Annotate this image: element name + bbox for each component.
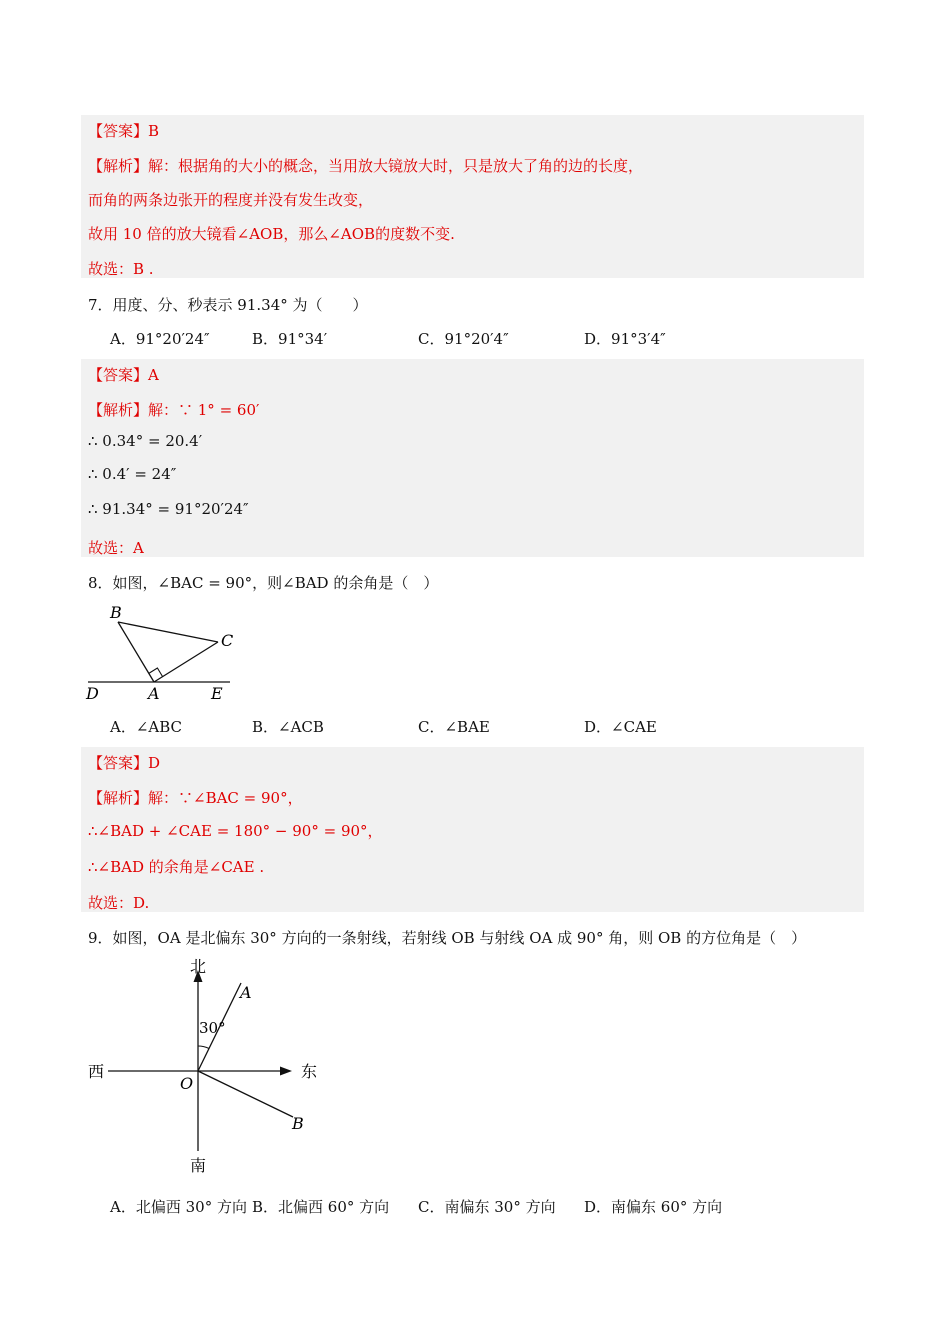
explanation-8-line-4: 故选：D. bbox=[88, 894, 150, 912]
label-north: 北 bbox=[190, 957, 207, 976]
q7-option-a[interactable]: A．91°20′24″ bbox=[110, 330, 210, 348]
question-9-stem: 9．如图，OA 是北偏东 30° 方向的一条射线，若射线 OB 与射线 OA 成 90° 角，则 OB 的方位角是（ ） bbox=[88, 929, 807, 947]
q7-option-b[interactable]: B．91°34′ bbox=[252, 330, 328, 348]
label-east: 东 bbox=[301, 1062, 318, 1081]
q9-figure bbox=[82, 954, 332, 1179]
angle-arc bbox=[198, 1046, 209, 1049]
explanation-7-line-4: ∴ 91.34° = 91°20′24″ bbox=[88, 500, 249, 518]
label-d: D bbox=[86, 684, 99, 703]
q7-option-c[interactable]: C．91°20′4″ bbox=[418, 330, 509, 348]
answer-panel-7 bbox=[81, 359, 864, 557]
label-a: A bbox=[148, 684, 160, 703]
explanation-7-line-3: ∴ 0.4′ = 24″ bbox=[88, 465, 177, 483]
label-b: B bbox=[110, 603, 122, 622]
explanation-6-line-2: 而角的两条边张开的程度并没有发生改变， bbox=[88, 191, 374, 209]
q9-option-b[interactable]: B．北偏西 60° 方向 bbox=[252, 1198, 390, 1216]
label-c: C bbox=[221, 631, 234, 650]
explanation-7-line-5: 故选：A bbox=[88, 539, 144, 557]
q8-option-c[interactable]: C．∠BAE bbox=[418, 718, 490, 736]
q8-option-b[interactable]: B．∠ACB bbox=[252, 718, 324, 736]
explanation-7-line-2: ∴ 0.34° = 20.4′ bbox=[88, 432, 203, 450]
question-8-stem: 8．如图，∠BAC = 90°，则∠BAD 的余角是（ ） bbox=[88, 574, 439, 592]
east-arrow bbox=[280, 1067, 292, 1076]
label-o: O bbox=[180, 1074, 194, 1093]
q9-option-a[interactable]: A．北偏西 30° 方向 bbox=[110, 1198, 247, 1216]
segment-bc bbox=[118, 622, 218, 642]
answer-8: 【答案】D bbox=[88, 754, 161, 772]
q8-option-a[interactable]: A．∠ABC bbox=[110, 718, 183, 736]
segment-ac bbox=[154, 642, 218, 682]
explanation-6-line-1: 【解析】解：根据角的大小的概念，当用放大镜放大时，只是放大了角的边的长度， bbox=[88, 157, 644, 175]
q8-option-d[interactable]: D．∠CAE bbox=[584, 718, 657, 736]
explanation-6-line-4: 故选：B . bbox=[88, 260, 154, 278]
label-a: A bbox=[240, 983, 252, 1002]
explanation-8-line-1: 【解析】解：∵∠BAC = 90°， bbox=[88, 789, 303, 807]
right-angle-mark bbox=[149, 668, 163, 677]
answer-6: 【答案】B bbox=[88, 122, 160, 140]
label-west: 西 bbox=[88, 1062, 105, 1081]
question-7-stem: 7．用度、分、秒表示 91.34° 为（ ） bbox=[88, 296, 368, 314]
q9-option-d[interactable]: D．南偏东 60° 方向 bbox=[584, 1198, 723, 1216]
explanation-7-line-1 bbox=[88, 399, 259, 420]
q8-figure bbox=[82, 600, 242, 704]
q7-option-d[interactable]: D．91°3′4″ bbox=[584, 330, 666, 348]
explanation-8-line-2: ∴∠BAD + ∠CAE = 180° − 90° = 90°， bbox=[88, 822, 383, 840]
answer-7: 【答案】A bbox=[88, 366, 159, 384]
label-south: 南 bbox=[190, 1156, 207, 1175]
q9-option-c[interactable]: C．南偏东 30° 方向 bbox=[418, 1198, 556, 1216]
label-angle: 30° bbox=[199, 1019, 226, 1037]
label-b: B bbox=[292, 1114, 304, 1133]
explanation-8-line-3: ∴∠BAD 的余角是∠CAE . bbox=[88, 858, 265, 876]
label-e: E bbox=[211, 684, 223, 703]
explanation-6-line-3: 故用 10 倍的放大镜看∠AOB，那么∠AOB的度数不变. bbox=[88, 225, 455, 243]
ray-ob bbox=[198, 1071, 293, 1117]
explanation-7-line-1-text: 【解析】解：∵ 1° = 60′ bbox=[88, 401, 260, 419]
